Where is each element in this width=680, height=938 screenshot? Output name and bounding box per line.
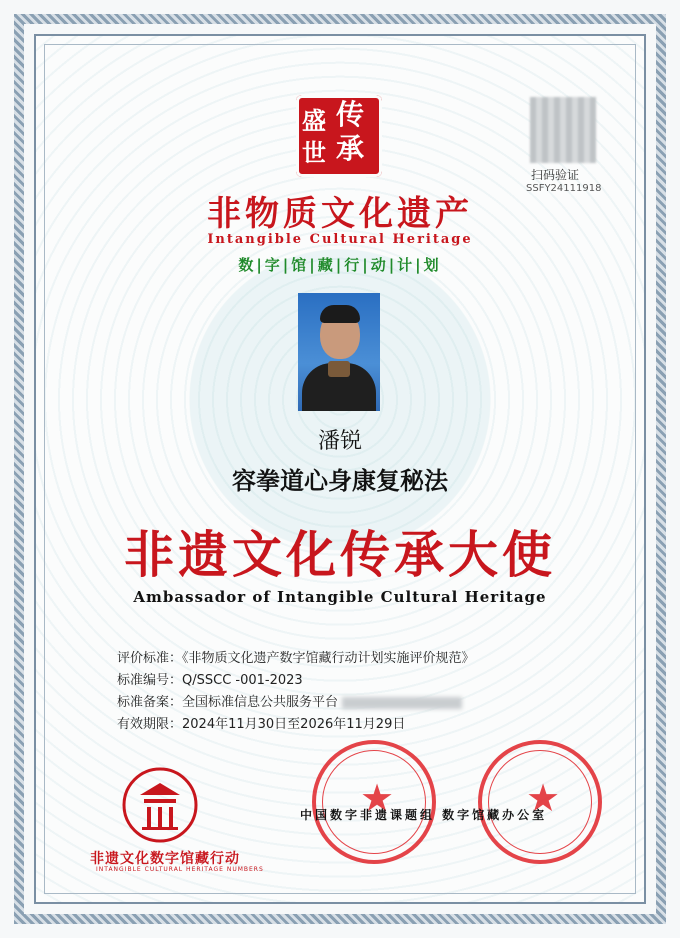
logo-char: 世 (302, 138, 326, 167)
program-subtitle: 数|字|馆|藏|行|动|计|划 (238, 256, 442, 274)
honor-title: 非遗文化传承大使 (124, 526, 556, 584)
qr-code-image[interactable] (530, 97, 596, 163)
detail-row: 有效期限：2024年11月30日至2026年11月29日 (117, 717, 406, 732)
detail-row: 评价标准：《非物质文化遗产数字馆藏行动计划实施评价规范》 (117, 651, 475, 666)
page-title-en: Intangible Cultural Heritage (207, 232, 473, 247)
page-title: 非物质文化遗产 (207, 194, 473, 234)
certificate-code: SSFY24111918 (526, 183, 602, 194)
shengshi-chuancheng-logo (296, 95, 382, 177)
holder-photo (298, 293, 380, 411)
holder-name: 潘锐 (317, 429, 362, 454)
logo-char: 传 (336, 98, 365, 131)
heritage-collection-logo (120, 765, 200, 845)
official-seal: ★ (312, 740, 436, 864)
logo-char: 承 (336, 132, 365, 165)
heritage-collection-label-en: INTANGIBLE CULTURAL HERITAGE NUMBERS (96, 866, 264, 873)
verify-label: 扫码验证 (531, 168, 580, 182)
heritage-collection-label: 非遗文化数字馆藏行动 (90, 851, 240, 867)
official-seal: ★ (478, 740, 602, 864)
honor-title-en: Ambassador of Intangible Cultural Heritage (133, 588, 547, 606)
detail-row: 标准备案：全国标准信息公共服务平台 (117, 692, 475, 714)
redacted-text (342, 697, 462, 709)
certificate-details (117, 648, 475, 736)
issuer-name: 中国数字非遗课题组 数字馆藏办公室 (300, 808, 548, 822)
logo-char: 盛 (302, 106, 326, 135)
detail-row: 标准编号：Q/SSCC -001-2023 (117, 673, 303, 688)
holder-field: 容拳道心身康复秘法 (232, 466, 448, 495)
